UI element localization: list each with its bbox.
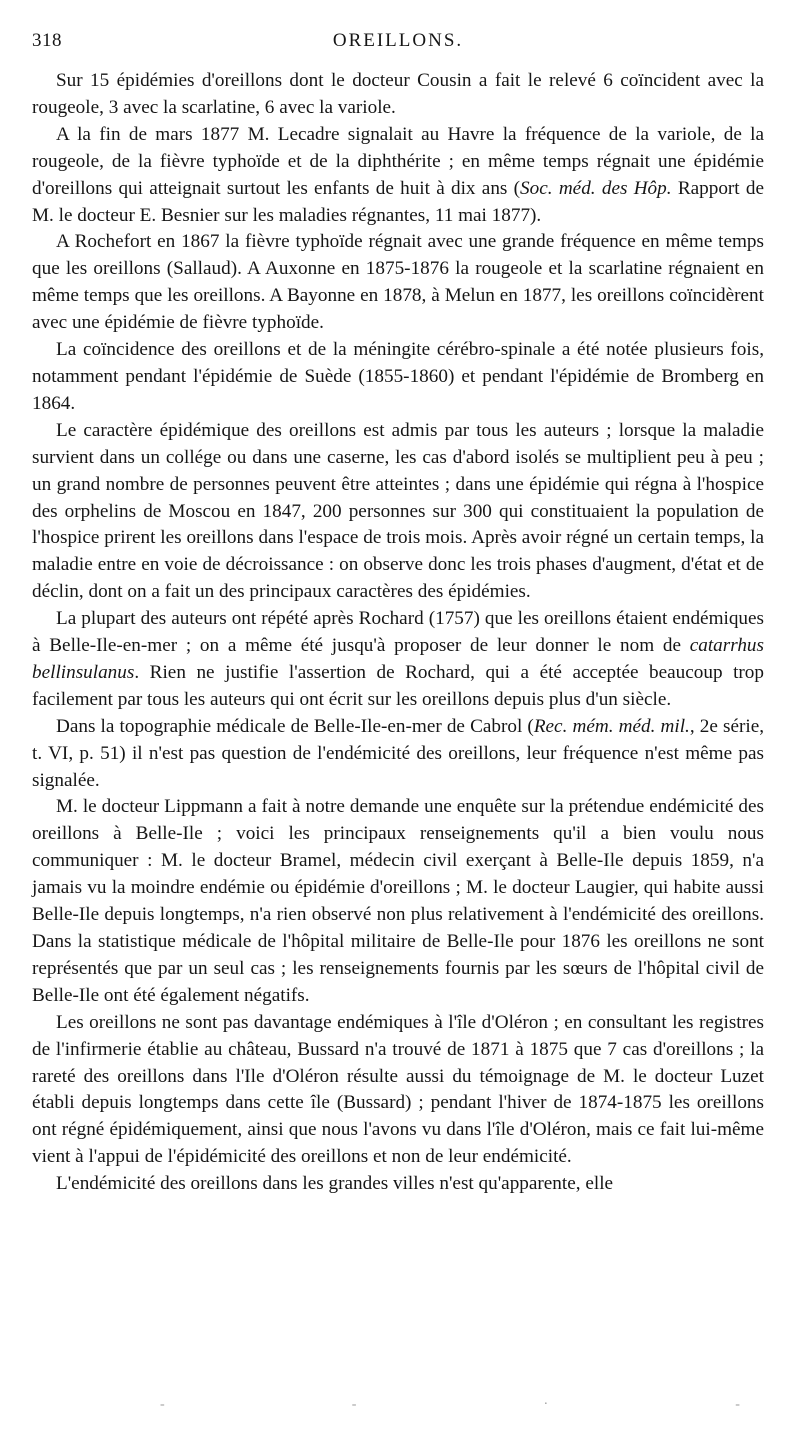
paragraph [32, 418, 764, 606]
print-mark: - [160, 1397, 165, 1412]
text-run: Dans la topographie médicale de Belle-Ile-en-mer de Cabrol ( [56, 715, 534, 737]
text-run: La coïncidence des oreillons et de la méningite cérébro-spinale a été notée plusieurs fois, notamment pendant l'épidémie de Suède (1855-1860) et pendant l'épidémie de Bromberg en 1864. [32, 339, 764, 414]
running-title: OREILLONS. [332, 30, 464, 51]
paragraph [32, 606, 764, 714]
paragraph [32, 122, 764, 230]
paragraph [32, 794, 764, 1009]
text-run: L'endémicité des oreillons dans les grandes villes n'est qu'apparente, elle [56, 1173, 614, 1195]
paragraph [32, 68, 764, 122]
paragraph [32, 714, 764, 795]
text-run: Le caractère épidémique des oreillons est admis par tous les auteurs ; lorsque la maladie survient dans un collége ou dans une caserne, les cas d'abord isolés se multiplient peu à peu ; un grand nombre de personnes peuvent être atteintes ; dans une épidémie qui régna à l'hospice des orphelins de Moscou en 1847, 200 personnes sur 300 qui constituaient la population de l'hospice prirent les oreillons dans l'espace de trois mois. Après avoir régné un certain temps, la maladie entre en voie de décroissance : on observe donc les trois phases d'augment, d'état et de déclin, dont on a fait un des principaux caractères des épidémies. [32, 419, 764, 603]
print-mark: · [543, 1397, 549, 1412]
paragraph [32, 229, 764, 337]
italic-citation: Rec. mém. méd. mil. [533, 715, 690, 737]
italic-citation: catarrhus bellinsulanus [32, 635, 764, 683]
italic-citation: Soc. méd. des Hôp. [520, 177, 672, 199]
page-header [32, 30, 764, 60]
page-bottom-marks [160, 1397, 740, 1413]
text-run: Sur 15 épidémies d'oreillons dont le docteur Cousin a fait le relevé 6 coïncident avec la rougeole, 3 avec la scarlatine, 6 avec la variole. [32, 70, 764, 118]
body-text [32, 68, 764, 1198]
text-run: , 2e série, t. VI, p. 51) il n'est pas question de l'endémicité des oreillons, leur fréquence n'est même pas signalée. [32, 715, 765, 791]
text-run: Les oreillons ne sont pas davantage endémiques à l'île d'Oléron ; en consultant les registres de l'infirmerie établie au château, Bussard n'a trouvé de 1871 à 1875 que 7 cas d'oreillons ; la rareté des oreillons dans l'Ile d'Oléron résulte aussi du témoignage de M. le docteur Luzet établi depuis longtemps dans cette île (Bussard) ; pendant l'hiver de 1874-1875 les oreillons ont régné épidémiquement, ainsi que nous l'avons vu dans l'île d'Oléron, mais ce fait lui-même vient à l'appui de l'épidémicité des oreillons et non de leur endémicité. [32, 1011, 764, 1168]
paragraph [32, 337, 764, 418]
text-run: Rapport de M. le docteur E. Besnier sur les maladies régnantes, 11 mai 1877). [32, 177, 765, 226]
paragraph [32, 1171, 764, 1198]
text-run: M. le docteur Lippmann a fait à notre demande une enquête sur la prétendue endémicité des oreillons à Belle-Ile ; voici les principaux renseignements qu'il a bien voulu nous communiquer : M. le docteur Bramel, médecin civil exerçant à Belle-Ile depuis 1859, n'a jamais vu la moindre endémie ou épidémie d'oreillons ; M. le docteur Laugier, qui habite aussi Belle-Ile depuis longtemps, n'a rien observé non plus relativement à l'endémicité des oreillons. Dans la statistique médicale de l'hôpital militaire de Belle-Ile pour 1876 les oreillons ne sont représentés que par un seul cas ; les renseignements fournis par les sœurs de l'hôpital civil de Belle-Ile ont été également négatifs. [32, 796, 764, 1006]
print-mark: - [351, 1397, 357, 1412]
text-run: A Rochefort en 1867 la fièvre typhoïde régnait avec une grande fréquence en même temps que les oreillons (Sallaud). A Auxonne en 1875-1876 la rougeole et la scarlatine régnaient en même temps que les oreillons. A Bayonne en 1878, à Melun en 1877, les oreillons coïncidèrent avec une épidémie de fièvre typhoïde. [32, 231, 764, 334]
text-run: La plupart des auteurs ont répété après Rochard (1757) que les oreillons étaient endémiques à Belle-Ile-en-mer ; on a même été jusqu'à proposer de leur donner le nom de [32, 608, 764, 657]
paragraph [32, 1010, 764, 1171]
text-run: . Rien ne justifie l'assertion de Rochard, qui a été acceptée beaucoup trop facilement par tous les auteurs qui ont écrit sur les oreillons depuis plus d'un siècle. [32, 661, 764, 710]
print-mark: - [735, 1397, 740, 1412]
text-run: A la fin de mars 1877 M. Lecadre signalait au Havre la fréquence de la variole, de la rougeole, de la fièvre typhoïde et de la diphthérite ; en même temps régnait une épidémie d'oreillons qui atteignait surtout les enfants de huit à dix ans ( [32, 123, 764, 199]
page-number: 318 [32, 30, 62, 51]
